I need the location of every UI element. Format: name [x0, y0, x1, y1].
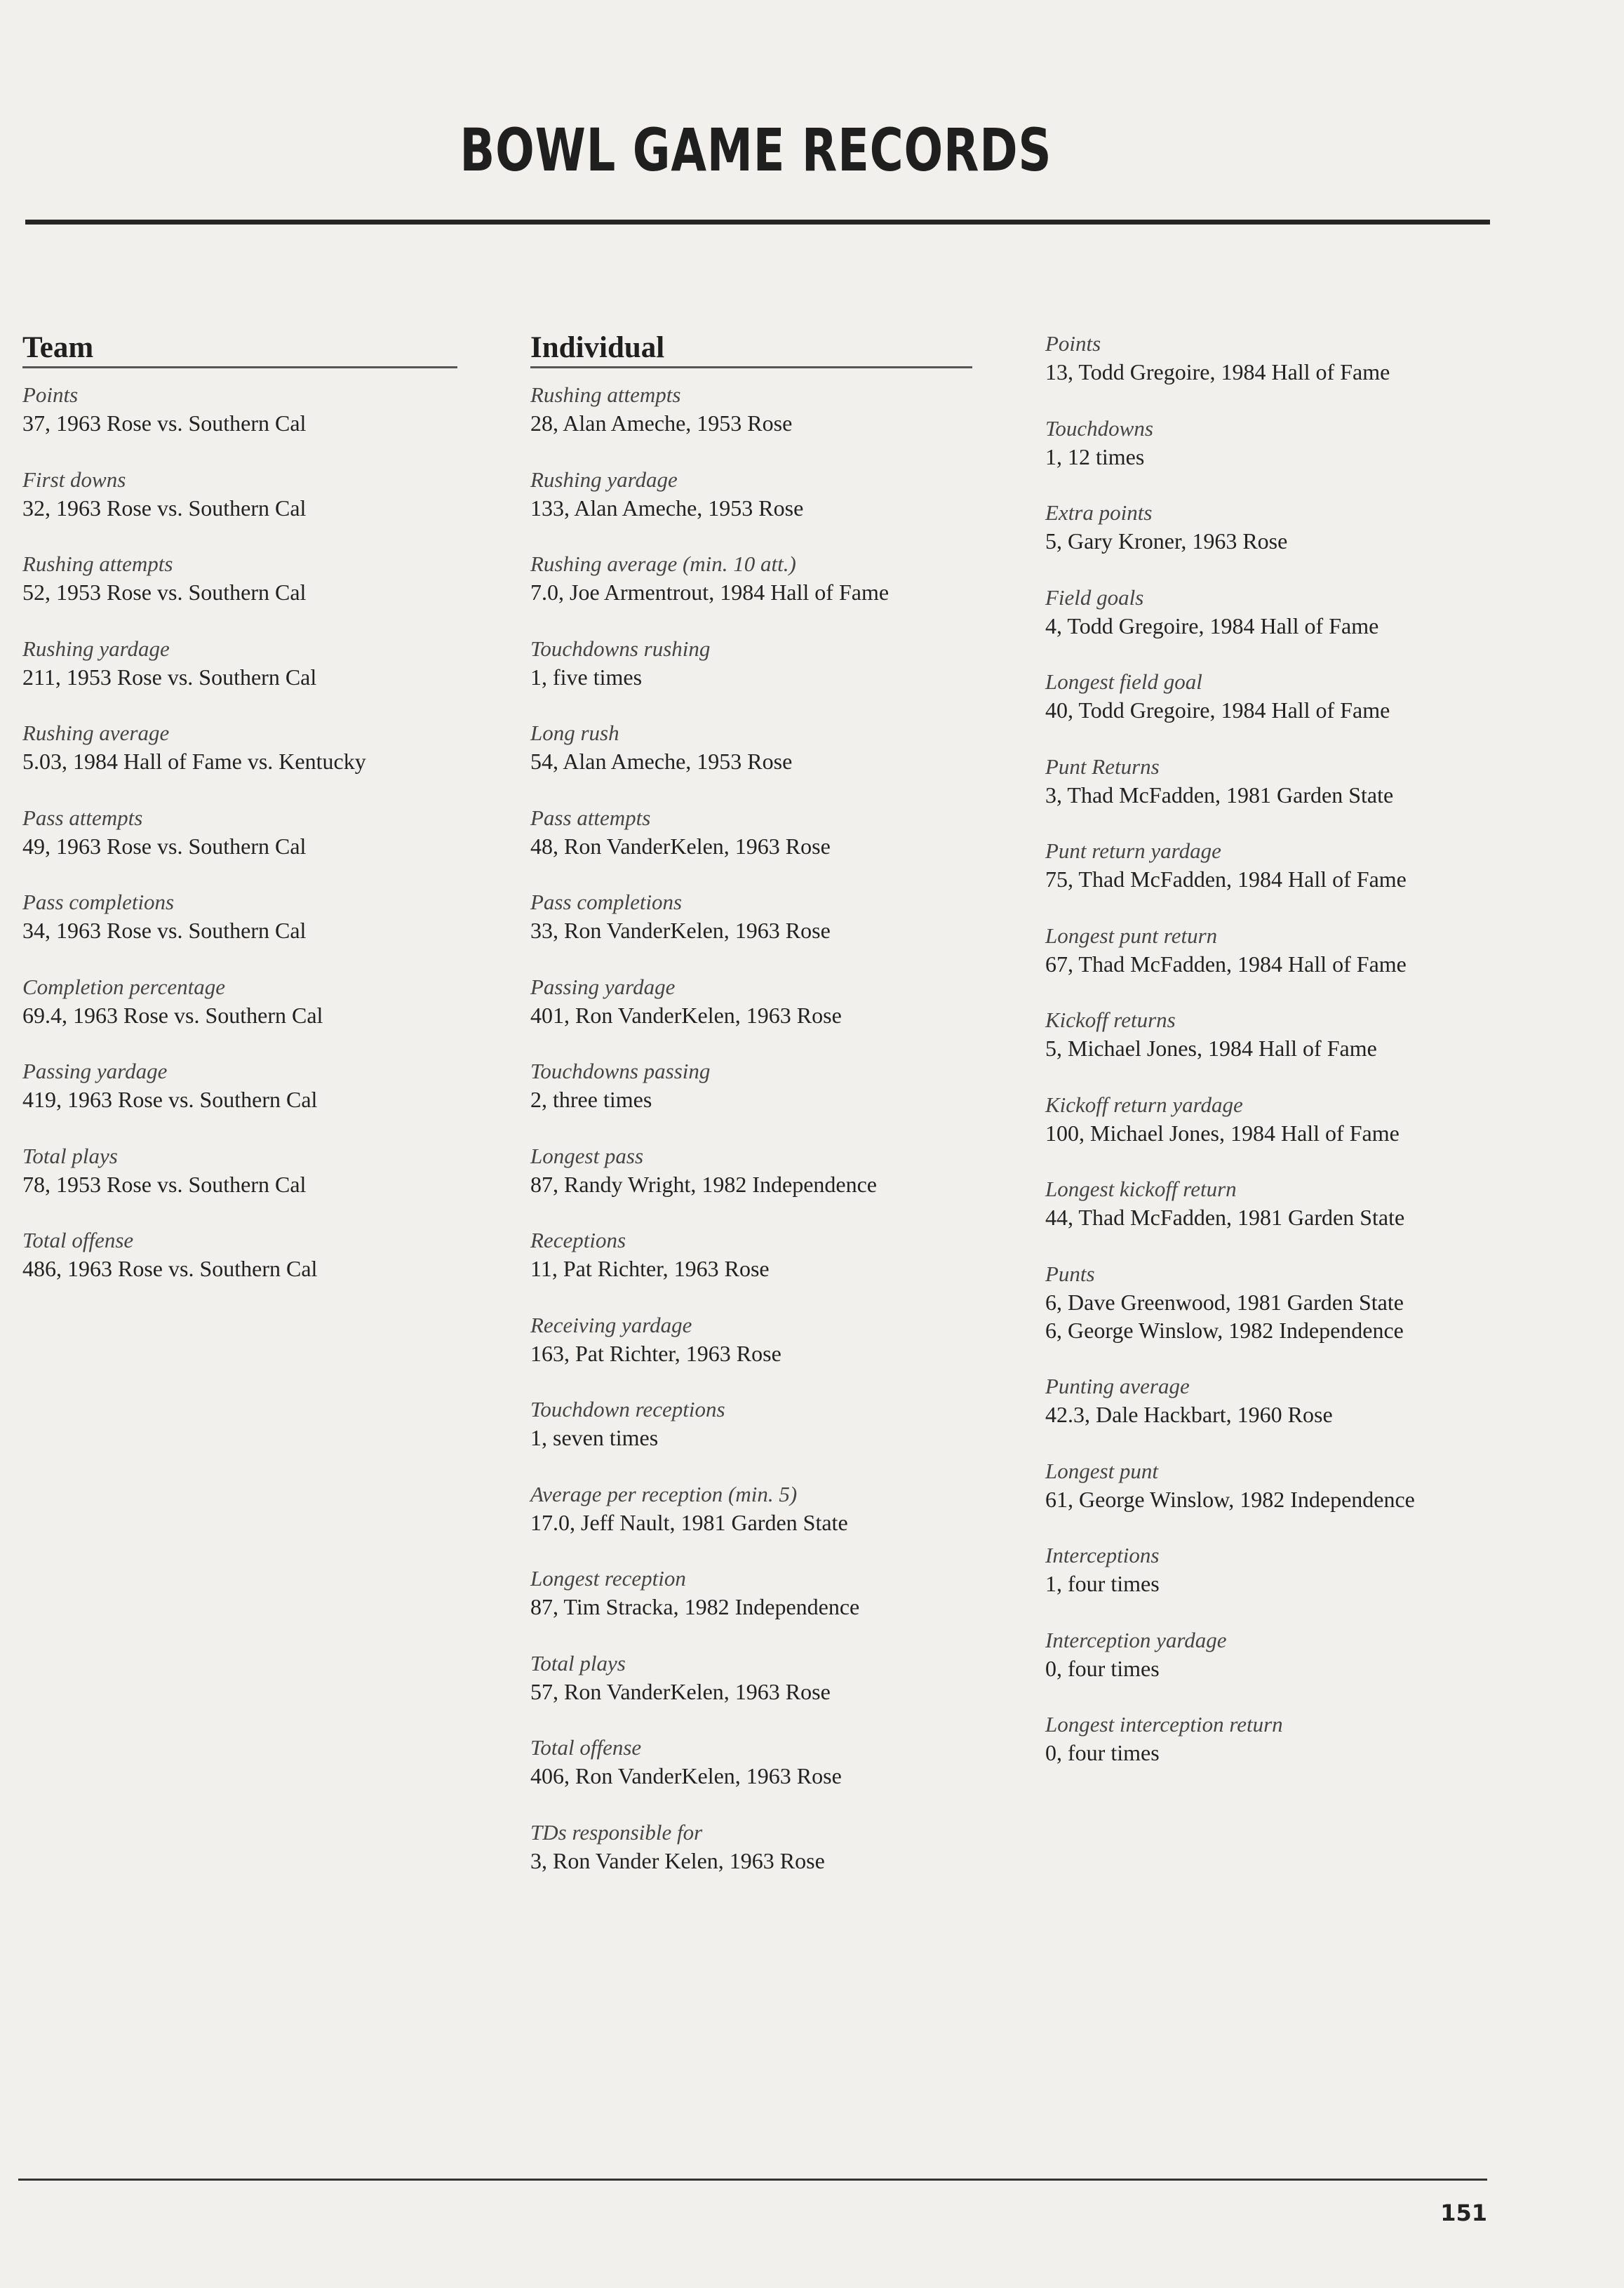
- record-value: 69.4, 1963 Rose vs. Southern Cal: [22, 1002, 323, 1028]
- record-item: [530, 550, 972, 635]
- record-item: [22, 1142, 457, 1227]
- record-item: [1045, 1091, 1494, 1176]
- individual-heading: Individual: [530, 309, 972, 368]
- record-label: Pass completions: [22, 890, 175, 914]
- record-value: 2, three times: [530, 1087, 652, 1112]
- record-item: [530, 466, 972, 551]
- individual-continued-list: [1045, 330, 1494, 1795]
- record-value: 4, Todd Gregoire, 1984 Hall of Fame: [1045, 613, 1379, 638]
- record-item: [22, 466, 457, 551]
- record-item: [22, 719, 457, 804]
- record-value: 11, Pat Richter, 1963 Rose: [530, 1256, 770, 1281]
- record-label: Rushing yardage: [530, 467, 678, 492]
- record-item: [530, 1819, 972, 1904]
- record-item: [1045, 1372, 1494, 1457]
- record-label: Rushing yardage: [22, 636, 170, 661]
- record-value: 37, 1963 Rose vs. Southern Cal: [22, 410, 307, 436]
- record-label: First downs: [22, 467, 126, 492]
- record-item: [1045, 415, 1494, 500]
- record-item: [22, 973, 457, 1058]
- record-item: [530, 719, 972, 804]
- record-label: Rushing attempts: [530, 382, 681, 407]
- record-value: 61, George Winslow, 1982 Independence: [1045, 1486, 1415, 1512]
- record-value: 42.3, Dale Hackbart, 1960 Rose: [1045, 1402, 1333, 1427]
- record-label: Total offense: [530, 1735, 642, 1760]
- record-value: 54, Alan Ameche, 1953 Rose: [530, 749, 793, 774]
- individual-records-list: [530, 381, 972, 1903]
- record-item: [530, 973, 972, 1058]
- record-label: Total plays: [530, 1650, 626, 1675]
- record-value: 211, 1953 Rose vs. Southern Cal: [22, 664, 317, 690]
- record-value: 5.03, 1984 Hall of Fame vs. Kentucky: [22, 749, 366, 774]
- record-value: 401, Ron VanderKelen, 1963 Rose: [530, 1002, 842, 1028]
- record-label: Total offense: [22, 1228, 134, 1252]
- record-item: [1045, 1541, 1494, 1626]
- record-value: 52, 1953 Rose vs. Southern Cal: [22, 580, 307, 605]
- record-label: Punt return yardage: [1045, 838, 1221, 863]
- record-label: Longest punt return: [1045, 923, 1218, 948]
- record-label: Passing yardage: [530, 974, 676, 999]
- record-value: 13, Todd Gregoire, 1984 Hall of Fame: [1045, 359, 1390, 384]
- record-value: 78, 1953 Rose vs. Southern Cal: [22, 1171, 307, 1197]
- record-value: 75, Thad McFadden, 1984 Hall of Fame: [1045, 867, 1407, 892]
- record-value: 87, Randy Wright, 1982 Independence: [530, 1171, 877, 1197]
- record-label: Touchdowns: [1045, 415, 1153, 441]
- record-label: Total plays: [22, 1143, 118, 1168]
- record-item: [1045, 1260, 1494, 1373]
- record-item: [530, 381, 972, 466]
- record-label: Touchdowns rushing: [530, 636, 711, 661]
- page-title: BOWL GAME RECORDS: [459, 116, 1052, 185]
- title-rule: [25, 220, 1490, 225]
- record-value: 7.0, Joe Armentrout, 1984 Hall of Fame: [530, 580, 890, 605]
- record-label: Pass attempts: [22, 805, 143, 830]
- record-label: Touchdowns passing: [530, 1059, 711, 1083]
- record-label: Long rush: [530, 721, 619, 745]
- record-label: Interceptions: [1045, 1543, 1160, 1567]
- record-item: [530, 1565, 972, 1650]
- record-item: [530, 1226, 972, 1311]
- record-label: Punt Returns: [1045, 754, 1160, 779]
- record-item: [22, 381, 457, 466]
- record-item: [1045, 753, 1494, 838]
- record-value: 6, Dave Greenwood, 1981 Garden State: [1045, 1289, 1404, 1315]
- record-item: [22, 1057, 457, 1142]
- record-label: Rushing attempts: [22, 551, 173, 576]
- record-label: Extra points: [1045, 500, 1153, 525]
- individual-records-column: [530, 309, 972, 1903]
- record-item: [530, 804, 972, 889]
- record-label: Longest punt: [1045, 1458, 1159, 1483]
- record-label: Longest reception: [530, 1566, 686, 1591]
- record-item: [22, 550, 457, 635]
- record-label: Pass attempts: [530, 805, 651, 830]
- record-item: [1045, 837, 1494, 922]
- record-item: [1045, 499, 1494, 584]
- record-label: TDs responsible for: [530, 1819, 703, 1845]
- record-value: 5, Gary Kroner, 1963 Rose: [1045, 528, 1288, 554]
- record-item: [22, 888, 457, 973]
- record-value: 87, Tim Stracka, 1982 Independence: [530, 1594, 860, 1619]
- record-label: Pass completions: [530, 890, 683, 914]
- record-value: 100, Michael Jones, 1984 Hall of Fame: [1045, 1120, 1400, 1146]
- record-label: Longest interception return: [1045, 1712, 1283, 1737]
- record-value: 44, Thad McFadden, 1981 Garden State: [1045, 1205, 1405, 1230]
- record-label: Punting average: [1045, 1374, 1190, 1398]
- record-value: 34, 1963 Rose vs. Southern Cal: [22, 918, 307, 943]
- record-item: [1045, 1457, 1494, 1542]
- record-label: Touchdown receptions: [530, 1397, 725, 1421]
- record-label: Interception yardage: [1045, 1627, 1227, 1652]
- record-value: 1, four times: [1045, 1571, 1160, 1596]
- record-label: Longest field goal: [1045, 669, 1202, 694]
- record-item: [530, 1311, 972, 1396]
- record-value: 3, Thad McFadden, 1981 Garden State: [1045, 782, 1394, 808]
- record-label: Kickoff return yardage: [1045, 1092, 1243, 1117]
- record-value: 1, 12 times: [1045, 443, 1145, 469]
- team-heading: Team: [22, 309, 457, 368]
- individual-continued-column: [1045, 330, 1494, 1795]
- record-value: 3, Ron Vander Kelen, 1963 Rose: [530, 1847, 825, 1873]
- record-label: Rushing average (min. 10 att.): [530, 551, 796, 576]
- record-value: 1, five times: [530, 664, 643, 690]
- record-value: 57, Ron VanderKelen, 1963 Rose: [530, 1678, 831, 1704]
- record-item: [530, 1396, 972, 1480]
- record-item: [1045, 1626, 1494, 1711]
- record-value: 1, seven times: [530, 1425, 659, 1450]
- record-value: 163, Pat Richter, 1963 Rose: [530, 1340, 781, 1366]
- record-label: Longest kickoff return: [1045, 1177, 1237, 1201]
- record-item: [1045, 330, 1494, 415]
- record-item: [1045, 1711, 1494, 1795]
- record-value: 67, Thad McFadden, 1984 Hall of Fame: [1045, 951, 1407, 977]
- record-value: 48, Ron VanderKelen, 1963 Rose: [530, 833, 831, 859]
- record-item: [530, 1734, 972, 1819]
- record-value: 32, 1963 Rose vs. Southern Cal: [22, 495, 307, 521]
- record-value: 40, Todd Gregoire, 1984 Hall of Fame: [1045, 697, 1390, 723]
- record-value: 406, Ron VanderKelen, 1963 Rose: [530, 1763, 842, 1788]
- record-label: Punts: [1045, 1261, 1095, 1286]
- record-value: 17.0, Jeff Nault, 1981 Garden State: [530, 1509, 848, 1535]
- record-value: 6, George Winslow, 1982 Independence: [1045, 1317, 1404, 1343]
- record-item: [1045, 1175, 1494, 1260]
- record-item: [1045, 922, 1494, 1007]
- record-label: Passing yardage: [22, 1059, 168, 1083]
- record-value: 49, 1963 Rose vs. Southern Cal: [22, 833, 307, 859]
- record-label: Rushing average: [22, 721, 170, 745]
- record-value: 133, Alan Ameche, 1953 Rose: [530, 495, 804, 521]
- record-label: Kickoff returns: [1045, 1008, 1176, 1032]
- record-value: 0, four times: [1045, 1740, 1160, 1765]
- record-label: Receiving yardage: [530, 1312, 692, 1337]
- record-label: Longest pass: [530, 1143, 644, 1168]
- record-value: 28, Alan Ameche, 1953 Rose: [530, 410, 793, 436]
- record-label: Field goals: [1045, 584, 1144, 610]
- record-item: [530, 635, 972, 720]
- record-value: 486, 1963 Rose vs. Southern Cal: [22, 1256, 318, 1281]
- record-item: [530, 1057, 972, 1142]
- record-item: [530, 1650, 972, 1734]
- record-item: [530, 1142, 972, 1227]
- record-item: [22, 635, 457, 720]
- record-item: [1045, 584, 1494, 669]
- record-label: Receptions: [530, 1228, 626, 1252]
- record-label: Points: [1045, 331, 1101, 356]
- record-value: 0, four times: [1045, 1655, 1160, 1681]
- record-item: [530, 1480, 972, 1565]
- record-item: [530, 888, 972, 973]
- record-label: Completion percentage: [22, 974, 225, 999]
- record-value: 5, Michael Jones, 1984 Hall of Fame: [1045, 1036, 1377, 1061]
- team-records-column: [22, 309, 457, 1311]
- record-value: 33, Ron VanderKelen, 1963 Rose: [530, 918, 831, 943]
- record-item: [1045, 1006, 1494, 1091]
- record-item: [22, 804, 457, 889]
- team-records-list: [22, 381, 457, 1311]
- record-item: [1045, 668, 1494, 753]
- record-item: [22, 1226, 457, 1311]
- page-number: 151: [1440, 2200, 1487, 2226]
- record-label: Average per reception (min. 5): [530, 1481, 798, 1506]
- record-value: 419, 1963 Rose vs. Southern Cal: [22, 1087, 318, 1112]
- footer-rule: [18, 2179, 1487, 2181]
- record-label: Points: [22, 382, 79, 407]
